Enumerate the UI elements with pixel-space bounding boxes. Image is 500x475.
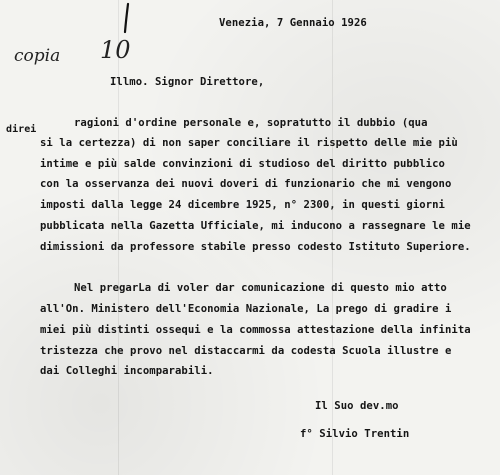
paragraph-line: miei più distinti ossequi e la commossa attestazione della infinita	[40, 324, 471, 336]
signature: f° Silvio Trentin	[300, 428, 410, 440]
handwritten-number-mark: 10	[100, 36, 131, 64]
paragraph-line: si la certezza) di non saper conciliare il rispetto delle mie più	[40, 137, 458, 149]
paragraph-line: dai Colleghi incomparabili.	[40, 365, 214, 377]
paragraph-line: Nel pregarLa di voler dar comunicazione di questo mio atto	[74, 282, 447, 294]
insertion-above: direi	[6, 124, 37, 135]
paragraph-line: ragioni d'ordine personale e, sopratutto il dubbio (qua	[74, 117, 428, 129]
paragraph-line: intime e più salde convinzioni di studioso del diritto pubblico	[40, 158, 445, 170]
paragraph-line: pubblicata nella Gazetta Ufficiale, mi inducono a rassegnare le mie	[40, 220, 471, 232]
closing: Il Suo dev.mo	[315, 400, 399, 412]
paragraph-line: imposti dalla legge 24 dicembre 1925, n° 2300, in questi giorni	[40, 199, 445, 211]
paragraph-line: all'On. Ministero dell'Economia Nazionale, La prego di gradire i	[40, 303, 452, 315]
date-line: Venezia, 7 Gennaio 1926	[219, 17, 367, 29]
paragraph-line: tristezza che provo nel distaccarmi da codesta Scuola illustre e	[40, 345, 452, 357]
salutation: Illmo. Signor Direttore,	[110, 76, 265, 88]
paragraph-line: con la osservanza dei nuovi doveri di funzionario che mi vengono	[40, 178, 452, 190]
paragraph-line: dimissioni da professore stabile presso codesto Istituto Superiore.	[40, 241, 471, 253]
paper-fold	[118, 0, 119, 475]
handwritten-stroke	[120, 2, 134, 36]
handwritten-copy-note: copia	[14, 46, 61, 66]
